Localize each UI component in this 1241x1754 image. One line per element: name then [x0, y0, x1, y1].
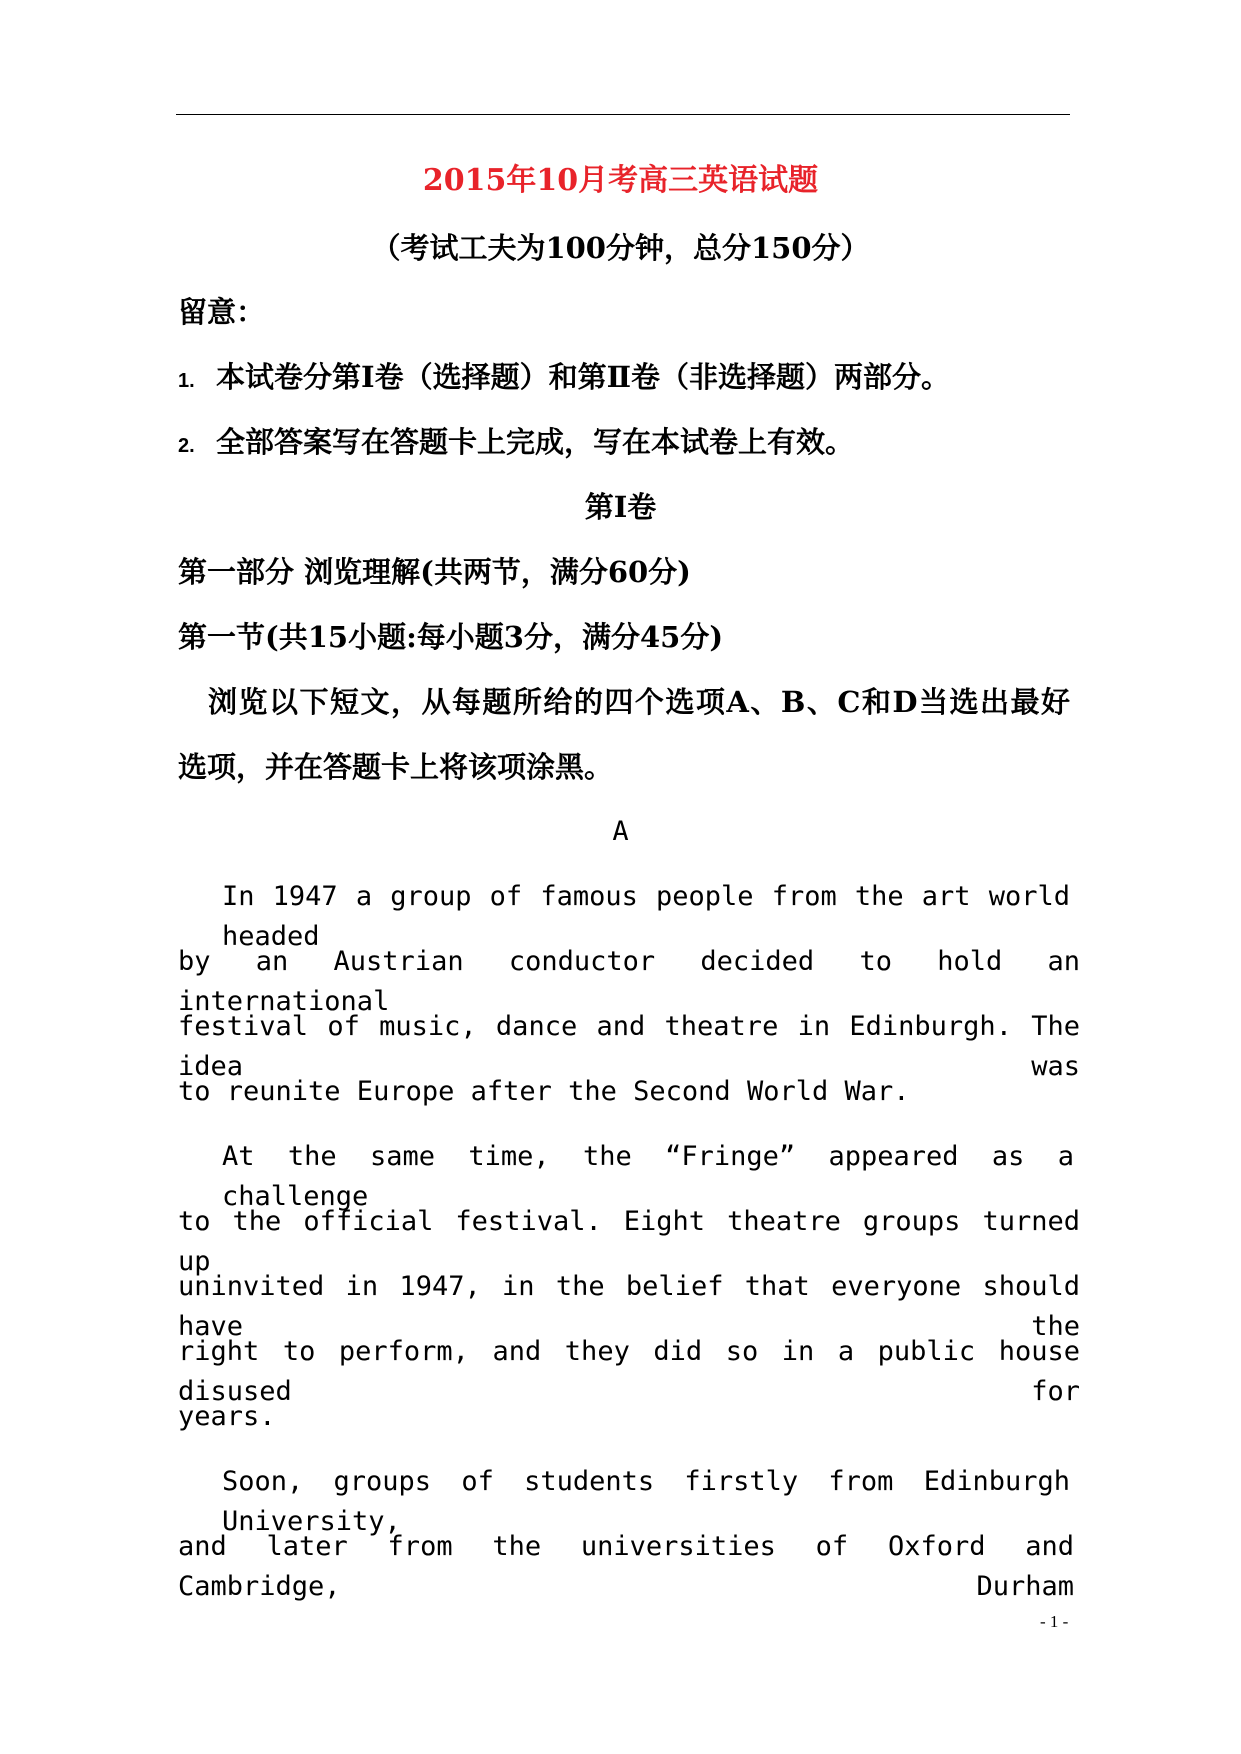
instruction-line: 浏览以下短文，从每题所给的四个选项A、B、C和D当选出最好: [208, 685, 1070, 719]
passage-line: In 1947 a group of famous people from the art world headed: [222, 881, 1070, 952]
passage-line: years.: [178, 1401, 276, 1432]
notes-item-number: 2.: [178, 435, 195, 457]
passage-line: to reunite Europe after the Second World War.: [178, 1076, 910, 1107]
passage-label: A: [612, 816, 629, 847]
passage-line: and later from the universities of Oxford and Cambridge, Durham: [178, 1531, 1074, 1602]
exam-subtitle: （考试工夫为100分钟，总分150分）: [371, 231, 870, 265]
instruction-line: 选项，并在答题卡上将该项涂黑。: [178, 750, 614, 784]
page-number: - 1 -: [1040, 1612, 1069, 1631]
passage-line: Soon, groups of students firstly from Edinburgh University,: [222, 1466, 1070, 1537]
notes-item: [178, 357, 1080, 401]
section-heading: 第一节(共15小题:每小题3分，满分45分): [178, 620, 724, 654]
header-rule: [176, 114, 1070, 115]
passage-line: uninvited in 1947, in the belief that everyone should have the: [178, 1271, 1080, 1342]
part-heading: 第一部分 浏览理解(共两节，满分60分): [178, 555, 691, 589]
volume-heading: 第Ⅰ卷: [584, 490, 657, 524]
passage-line: to the official festival. Eight theatre groups turned up: [178, 1206, 1080, 1277]
passage-line: right to perform, and they did so in a public house disused for: [178, 1336, 1080, 1407]
passage-line: At the same time, the “Fringe” appeared as a challenge: [222, 1141, 1074, 1212]
passage-line: festival of music, dance and theatre in Edinburgh. The idea was: [178, 1011, 1080, 1082]
notes-item: [178, 422, 1080, 466]
exam-title: 2015年10月考高三英语试题: [422, 163, 819, 198]
notes-item-text: 本试卷分第Ⅰ卷（选择题）和第Ⅱ卷（非选择题）两部分。: [216, 360, 951, 394]
notes-item-number: 1.: [178, 370, 195, 392]
notes-item-text: 全部答案写在答题卡上完成，写在本试卷上有效。: [216, 425, 855, 459]
notes-heading: 留意：: [178, 295, 266, 329]
passage-line: by an Austrian conductor decided to hold an international: [178, 946, 1080, 1017]
